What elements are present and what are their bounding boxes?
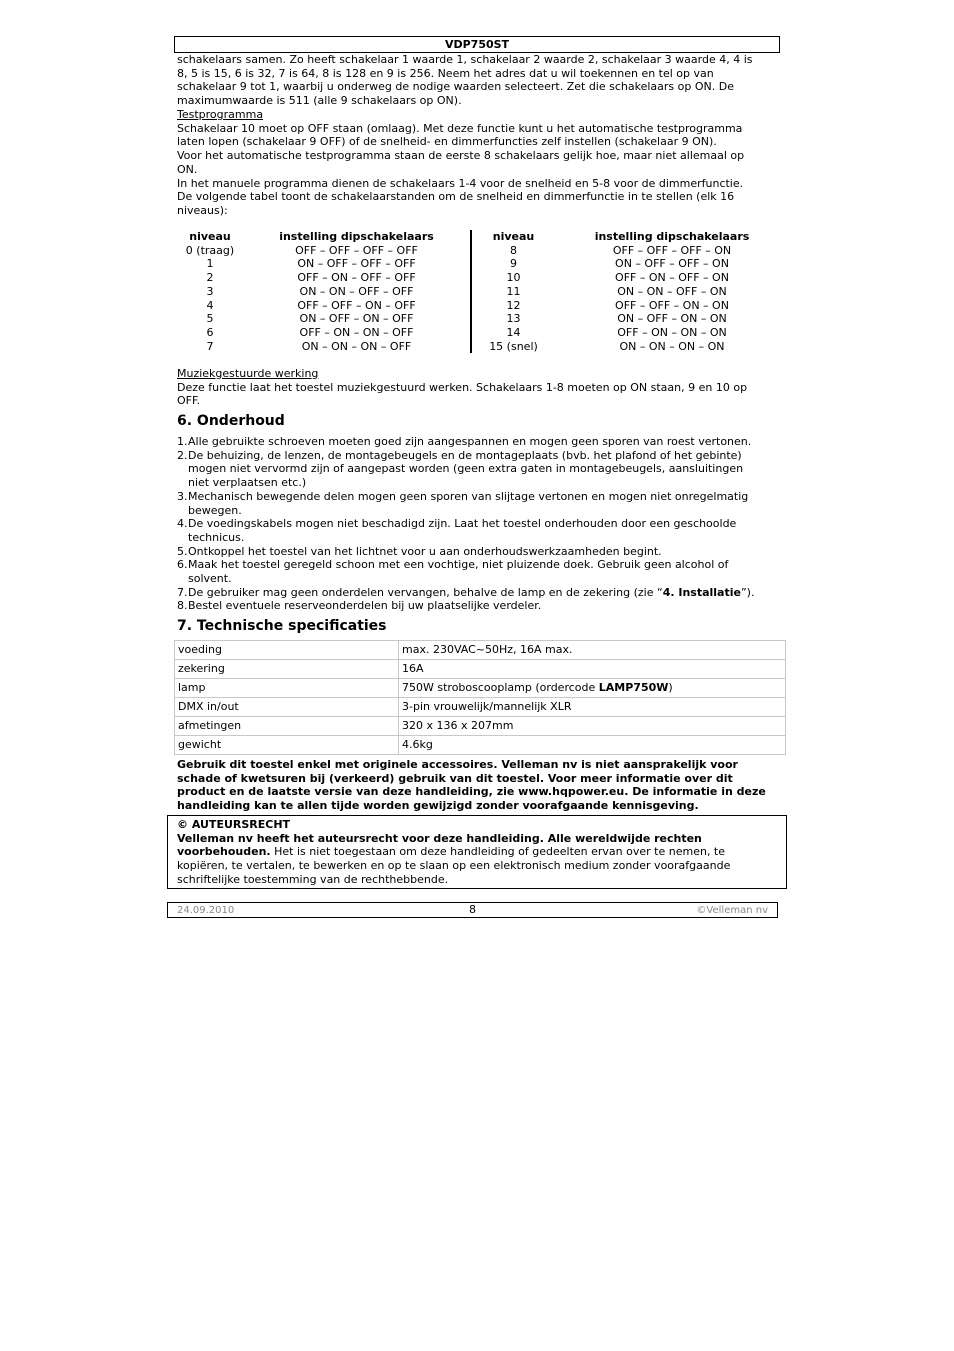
table-row [175,698,786,717]
page-number: 8 [469,903,476,916]
table-cell: ON – OFF – ON – OFF [243,312,471,326]
text-line: niet verplaatsen etc.) [188,476,307,490]
text-line: ON. [177,162,198,176]
text-line: De voedingskabels mogen niet beschadigd zijn. Laat het toestel onderhouden door een geschoolde [188,517,737,531]
text-line: Velleman nv heeft het auteursrecht voor deze handleiding. Alle wereldwijde rechten [177,831,702,845]
table-cell: OFF – OFF – ON – ON [615,298,729,312]
text-line: OFF. [177,394,201,408]
list-item [177,490,777,517]
table-row [177,285,789,299]
text-line: bewegen. [188,503,242,517]
table-row [177,326,789,340]
table-cell: OFF – ON – OFF – ON [615,271,729,285]
text-line: Schakelaar 10 moet op OFF staan (omlaag). Met deze functie kunt u het automatische testprogramma [177,121,743,135]
table-cell: ON – OFF – ON – ON [617,312,727,326]
text-line: kopiëren, te vertalen, te bewerken en op te slaan op een elektronisch medium zonder voorafgaande [177,859,731,873]
list-item [177,558,777,585]
spec-value: max. 230VAC~50Hz, 16A max. [399,641,786,660]
section-heading-specs: 7. Technische specificaties [177,618,387,634]
table-cell: 8 [510,243,517,257]
list-item [177,586,777,600]
table-cell: 3 [206,284,214,298]
table-cell: 0 (traag) [185,243,235,257]
table-row [177,257,789,271]
text-plain: De gebruiker mag geen onderdelen vervangen, behalve de lamp en de zekering (zie “ [188,585,663,599]
footer-copyright: ©Velleman nv [696,905,768,916]
text-line: Ontkoppel het toestel van het lichtnet voor u aan onderhoudswerkzaamheden begint. [188,544,662,558]
column-header: instelling dipschakelaars [594,230,750,243]
table-cell: ON – OFF – OFF – OFF [243,257,471,271]
table-cell: 14 [506,325,521,339]
page-footer [167,902,778,918]
column-header: instelling dipschakelaars [243,230,471,244]
spec-label: lamp [175,679,399,698]
text-plain: ) [668,681,673,694]
text-line [177,845,782,859]
spec-value: 3-pin vrouwelijk/mannelijk XLR [399,698,786,717]
specs-table [174,640,786,755]
copyright-title: © AUTEURSRECHT [177,818,291,831]
table-cell: ON – ON – ON – ON [619,339,725,353]
spec-value: 16A [399,660,786,679]
list-item-number: 5. [177,544,188,558]
list-item [177,435,777,449]
text-line: schakelaar 9 tot 1, waarbij u onderweg de nodige waarden selecteert. Zet die schakelaars op ON. De [177,80,734,94]
text-line: niveaus): [177,203,228,217]
table-cell: 2 [206,271,214,285]
list-item-number: 1. [177,435,188,448]
document-header [174,36,780,53]
list-item-number: 8. [177,599,188,613]
text-line: Voor het automatische testprogramma staan de eerste 8 schakelaars gelijk hoe, maar niet allemaal op [177,149,745,163]
text-line: technicus. [188,530,245,544]
list-item [177,449,777,490]
table-row [175,641,786,660]
spec-label: afmetingen [175,717,399,736]
text-line: 8, 5 is 15, 6 is 32, 7 is 64, 8 is 128 en 9 is 256. Neem het adres dat u wil toekennen en tel op van [177,66,714,80]
spec-label: voeding [175,641,399,660]
text-line: handleiding kan te allen tijde worden gewijzigd zonder voorafgaande kennisgeving. [177,799,699,813]
text-line: laten lopen (schakelaar 9 OFF) of de snelheid- en dimmerfuncties zelf instellen (schakelaar 9 ON). [177,135,717,149]
table-cell: 15 (snel) [489,339,538,353]
text-line: schakelaars samen. Zo heeft schakelaar 1 waarde 1, schakelaar 2 waarde 2, schakelaar 3 waarde 4, 4 is [177,53,753,66]
testprogramma-heading: Testprogramma [177,108,264,121]
table-cell: OFF – OFF – OFF – OFF [243,244,471,258]
text-line: product en de laatste versie van deze handleiding, zie www.hqpower.eu. De informatie in deze [177,785,766,799]
table-cell: OFF – OFF – ON – OFF [243,299,471,313]
onderhoud-list [177,435,777,613]
text-line: In het manuele programma dienen de schakelaars 1-4 voor de snelheid en 5-8 voor de dimmerfunctie. [177,176,744,190]
text-line: Maak het toestel geregeld schoon met een vochtige, niet pluizende doek. Gebruik geen alcohol of [188,558,729,572]
table-cell: 1 [206,257,214,271]
table-cell: 11 [506,284,521,298]
spec-label: zekering [175,660,399,679]
list-item-number: 6. [177,558,188,572]
dip-switch-table-wrapper [177,230,789,353]
table-cell: ON – ON – OFF – ON [617,284,727,298]
table-cell: OFF – ON – ON – ON [617,325,727,339]
muziek-heading: Muziekgestuurde werking [177,367,319,380]
notice-paragraph [177,758,777,813]
table-cell: OFF – OFF – OFF – ON [612,243,732,257]
table-cell: OFF – ON – ON – OFF [243,326,471,340]
table-cell: ON – ON – ON – OFF [243,340,471,354]
text-line: Bestel eventuele reserveonderdelen bij uw plaatselijke verdeler. [188,599,542,613]
spec-value: 4.6kg [399,736,786,755]
text-bold: LAMP750W [598,681,669,694]
text-line: De volgende tabel toont de schakelaarstanden om de snelheid en dimmerfunctie in te stellen (elk 16 [177,190,735,204]
text-line: Mechanisch bewegende delen mogen geen sporen van slijtage vertonen en mogen niet onregelmatig [188,489,749,503]
list-item-number: 7. [177,585,188,599]
table-cell: 5 [206,312,214,326]
specs-table-wrapper [174,640,786,755]
text-plain: 750W stroboscooplamp (ordercode [402,681,599,694]
table-row [175,717,786,736]
list-item [177,599,777,613]
table-row [177,271,789,285]
text-line [188,586,777,600]
text-bold: 4. Installatie [662,585,741,599]
text-bold: voorbehouden. [177,845,271,859]
section-heading-onderhoud: 6. Onderhoud [177,413,285,429]
list-item-number: 3. [177,489,188,503]
table-cell: 9 [510,257,517,271]
table-row [177,299,789,313]
text-plain: ”). [740,585,755,599]
column-header: niveau [492,230,535,243]
text-line: schade of kwetsuren bij (verkeerd) gebruik van dit toestel. Voor meer informatie over dit [177,771,733,785]
table-cell: 6 [206,325,214,339]
list-item [177,545,777,559]
table-cell: ON – OFF – OFF – ON [615,257,729,271]
footer-date: 24.09.2010 [177,905,235,916]
column-header: niveau [189,230,231,243]
table-cell: 4 [206,298,214,312]
text-line: mogen niet vervormd zijn of aangepast worden (geen extra gaten in montagebeugels, aansluitingen [188,462,744,476]
text-line: solvent. [188,572,232,586]
table-row [175,736,786,755]
list-item-number: 2. [177,448,188,462]
model-title: VDP750ST [444,38,510,51]
table-row [175,679,786,698]
spec-value: 320 x 136 x 207mm [399,717,786,736]
table-row [177,340,789,354]
table-row [175,660,786,679]
table-cell: OFF – ON – OFF – OFF [243,271,471,285]
spec-value [399,679,786,698]
intro-paragraph [177,53,777,108]
table-row [177,312,789,326]
muziek-section [177,367,777,408]
table-cell: 13 [506,312,521,326]
table-cell: 7 [206,339,214,353]
testprogramma-section [177,108,777,218]
table-row [177,244,789,258]
text-line: De behuizing, de lenzen, de montagebeugels en de montageplaats (bvb. het plafond of het gebinte) [188,448,742,462]
spec-label: DMX in/out [175,698,399,717]
onderhoud-list-wrapper [177,435,777,613]
table-cell: ON – ON – OFF – OFF [243,285,471,299]
spec-label: gewicht [175,736,399,755]
text-line: Deze functie laat het toestel muziekgestuurd werken. Schakelaars 1-8 moeten op ON staan, 9 en 10 op [177,380,748,394]
text-line: Alle gebruikte schroeven moeten goed zijn aangespannen en mogen geen sporen van roest vertonen. [188,435,752,448]
table-cell: 12 [506,298,521,312]
dip-switch-table [177,230,789,353]
table-cell: 10 [506,271,521,285]
text-plain: Het is niet toegestaan om deze handleiding of gedeelten ervan over te nemen, te [270,845,726,859]
text-line: schriftelijke toestemming van de rechthebbende. [177,872,449,886]
text-line: Gebruik dit toestel enkel met originele accessoires. Velleman nv is niet aansprakelijk voor [177,758,738,771]
copyright-box [167,815,787,889]
list-item [177,517,777,544]
text-line: maximumwaarde is 511 (alle 9 schakelaars op ON). [177,94,462,108]
list-item-number: 4. [177,517,188,531]
